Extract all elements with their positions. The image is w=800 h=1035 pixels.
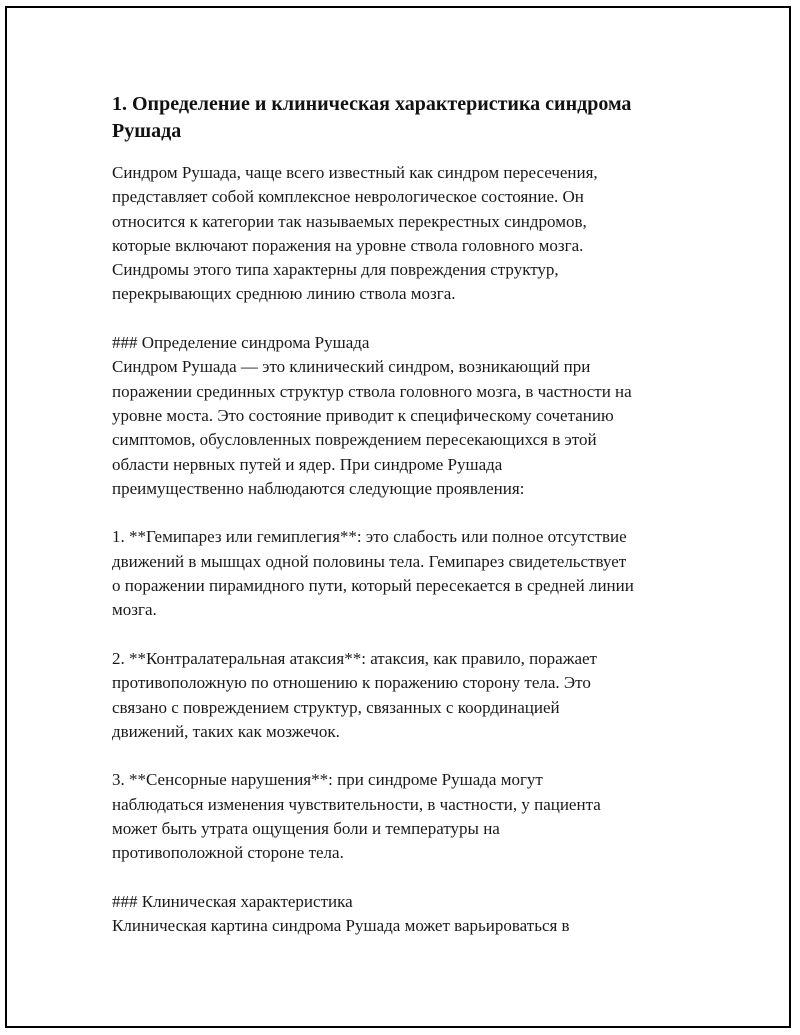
clinical-paragraph: Клиническая картина синдрома Рушада может варьироваться в (112, 916, 570, 936)
intro-paragraph: Синдром Рушада, чаще всего известный как синдром пересечения, представляет собой комплексное неврологическое состояние. Он относится к категории так называемых перекрестных синдромов, которые включают поражения на уровне ствола головного мозга. Синдромы этого типа характерны для повреждения структур, перекрывающих среднюю линию ствола мозга. (112, 163, 598, 304)
section-heading-clinical: ### Клиническая характеристика (112, 891, 353, 911)
document-title: 1. Определение и клиническая характеристика синдрома Рушада (112, 93, 632, 142)
definition-paragraph: Синдром Рушада — это клинический синдром, возникающий при поражении срединных структур ствола головного мозга, в частности на уровне моста. Это состояние приводит к специфическому сочетанию симптомов, обусловленных повреждением пересекающихся в этой области нервных путей и ядер. При синдроме Рушада преимущественно наблюдаются следующие проявления: (112, 357, 632, 498)
document-body (112, 91, 692, 939)
paragraph-gap (112, 501, 692, 525)
paragraph-gap (112, 307, 692, 331)
list-item-hemiparesis: 1. **Гемипарез или гемиплегия**: это слабость или полное отсутствие движений в мышцах одной половины тела. Гемипарез свидетельствует о поражении пирамидного пути, который пересекается в средней линии мозга. (112, 527, 634, 620)
paragraph-gap (112, 623, 692, 647)
section-heading-definition: ### Определение синдрома Рушада (112, 333, 370, 353)
list-item-ataxia: 2. **Контралатеральная атаксия**: атаксия, как правило, поражает противоположную по отношению к поражению сторону тела. Это связано с повреждением структур, связанных с координацией движений, таких как мозжечок. (112, 648, 597, 741)
paragraph-gap (112, 866, 692, 890)
paragraph-gap (112, 744, 692, 768)
list-item-sensory: 3. **Сенсорные нарушения**: при синдроме Рушада могут наблюдаться изменения чувствительности, в частности, у пациента может быть утрата ощущения боли и температуры на противоположной стороне тела. (112, 770, 601, 863)
